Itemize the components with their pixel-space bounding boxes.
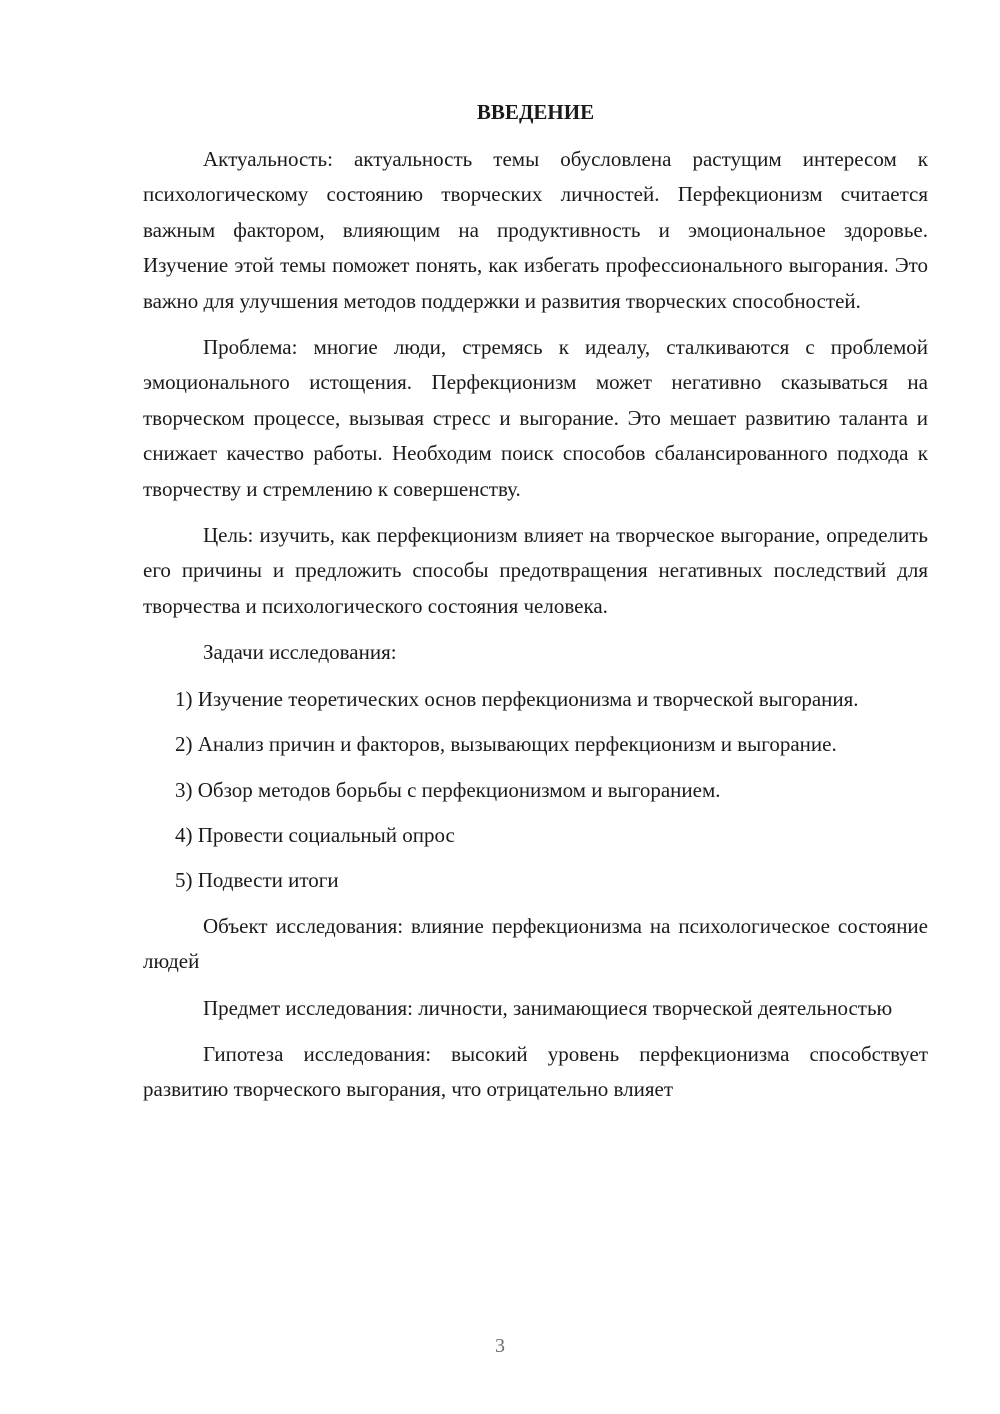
page-title: ВВЕДЕНИЕ [476, 100, 595, 124]
task-item: 2) Анализ причин и факторов, вызывающих перфекционизм и выгорание. [175, 732, 837, 757]
paragraph-object: Объект исследования: влияние перфекционизма на психологическое состояние людей [143, 913, 928, 974]
paragraph-subject: Предмет исследования: личности, занимающиеся творческой деятельностью [203, 995, 893, 1020]
task-item: 4) Провести социальный опрос [175, 822, 455, 847]
paragraph-tasks-heading: Задачи исследования: [203, 640, 397, 665]
task-item: 3) Обзор методов борьбы с перфекционизмом и выгоранием. [175, 777, 721, 802]
paragraph-goal: Цель: изучить, как перфекционизм влияет на творческое выгорание, определить его причины и предложить способы предотвращения негативных последствий для творчества и психологического состояния человека. [143, 523, 928, 618]
paragraph-hypothesis: Гипотеза исследования: высокий уровень перфекционизма способствует развитию творческого выгорания, что отрицательно влияет [143, 1041, 928, 1102]
page-number: 3 [495, 1335, 505, 1357]
document-page [143, 0, 928, 1414]
paragraph-problem: Проблема: многие люди, стремясь к идеалу, сталкиваются с проблемой эмоционального истощения. Перфекционизм может негативно сказываться на творческом процессе, вызывая стресс и выгорание. Это мешает развитию таланта и снижает качество работы. Необходим поиск способов сбалансированного подхода к творчеству и стремлению к совершенству. [143, 335, 928, 501]
task-item: 5) Подвести итоги [175, 868, 339, 893]
paragraph-relevance: Актуальность: актуальность темы обусловлена растущим интересом к психологическому состоянию творческих личностей. Перфекционизм считается важным фактором, влияющим на продуктивность и эмоциональное здоровье. Изучение этой темы поможет понять, как избегать профессионального выгорания. Это важно для улучшения методов поддержки и развития творческих способностей. [143, 147, 928, 313]
document-body [143, 142, 928, 1119]
task-item: 1) Изучение теоретических основ перфекционизма и творческой выгорания. [175, 686, 859, 711]
